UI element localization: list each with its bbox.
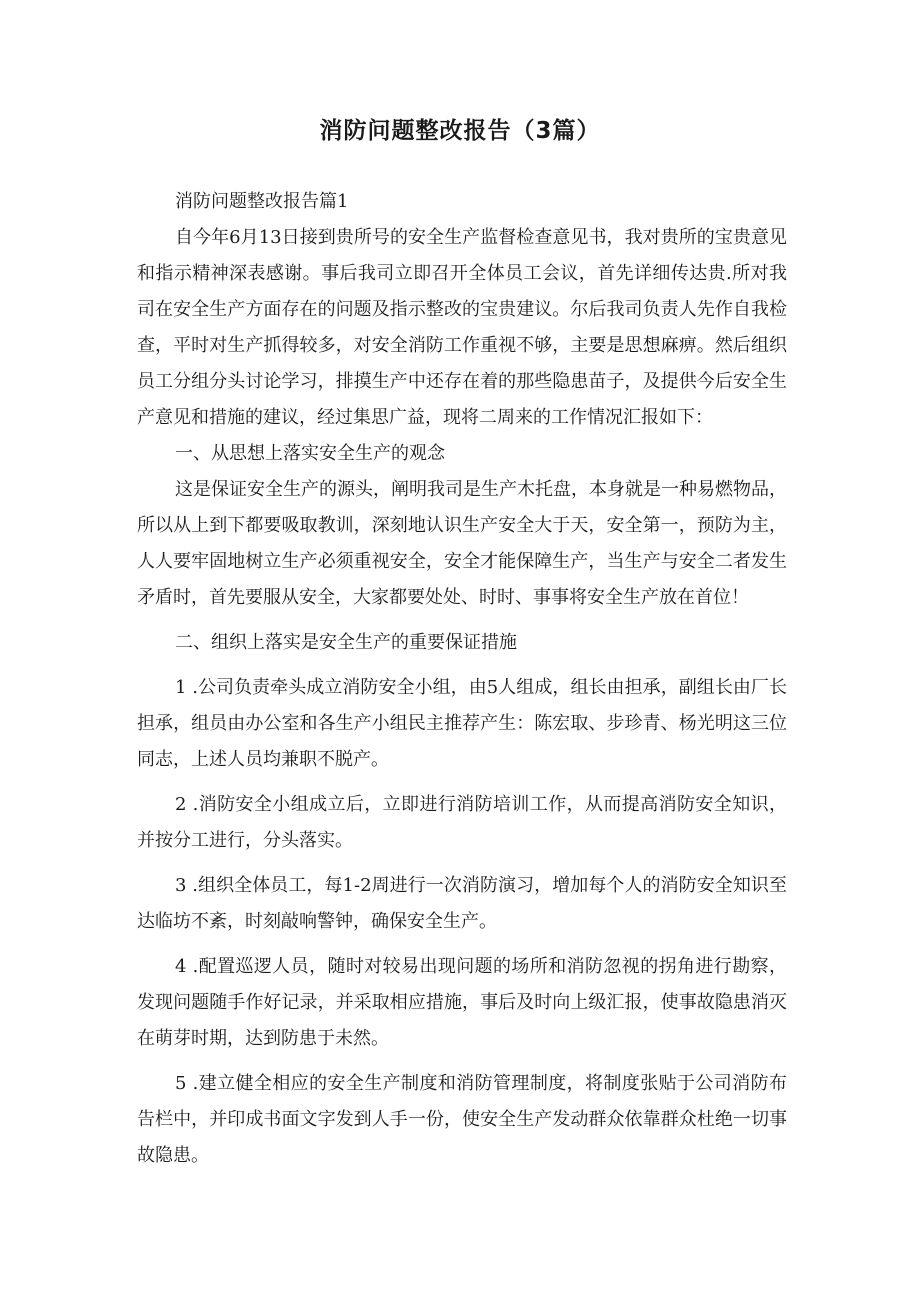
section-title: 消防问题整改报告篇1 [175,191,349,212]
document-title: 消防问题整改报告（3篇） [319,118,601,144]
list-item-4: 4 .配置巡逻人员，随时对较易出现问题的场所和消防忽视的拐角进行勘察，发现问题随手作好记录，并采取相应措施，事后及时向上级汇报，使事故隐患消灭在萌芽时期，达到防患于未然。 [137,956,787,1049]
paragraph-one: 这是保证安全生产的源头，阐明我司是生产木托盘，本身就是一种易燃物品，所以从上到下都要吸取教训，深刻地认识生产安全大于天，安全第一，预防为主，人人要牢固地树立生产必须重视安全，安全才能保障生产，当生产与安全二者发生矛盾时，首先要服从安全，大家都要处处、时时、事事将安全生产放在首位！ [137,479,787,608]
list-item-2: 2 .消防安全小组成立后，立即进行消防培训工作，从而提高消防安全知识，并按分工进行，分头落实。 [137,794,787,851]
list-item-1: 1 .公司负责牵头成立消防安全小组，由5人组成，组长由担承，副组长由厂长担承，组员由办公室和各生产小组民主推荐产生：陈宏取、步珍青、杨光明这三位同志，上述人员均兼职不脱产。 [137,677,787,770]
heading-two: 二、组织上落实是安全生产的重要保证措施 [175,632,517,653]
list-item-5: 5 .建立健全相应的安全生产制度和消防管理制度，将制度张贴于公司消防布告栏中，并印成书面文字发到人手一份，使安全生产发动群众依靠群众杜绝一切事故隐患。 [137,1073,787,1166]
list-item-3: 3 .组织全体员工，每1-2周进行一次消防演习，增加每个人的消防安全知识至达临坊不紊，时刻敲响警钟，确保安全生产。 [137,875,787,932]
intro-paragraph: 自今年6月13日接到贵所号的安全生产监督检查意见书，我对贵所的宝贵意见和指示精神深表感谢。事后我司立即召开全体员工会议，首先详细传达贵.所对我司在安全生产方面存在的问题及指示整改的宝贵建议。尔后我司负责人先作自我检查，平时对生产抓得较多，对安全消防工作重视不够，主要是思想麻痹。然后组织员工分组分头讨论学习，排摸生产中还存在着的那些隐患苗子，及提供今后安全生产意见和措施的建议，经过集思广益，现将二周来的工作情况汇报如下： [137,227,787,428]
heading-one: 一、从思想上落实安全生产的观念 [175,443,445,464]
document-body [137,184,787,1174]
